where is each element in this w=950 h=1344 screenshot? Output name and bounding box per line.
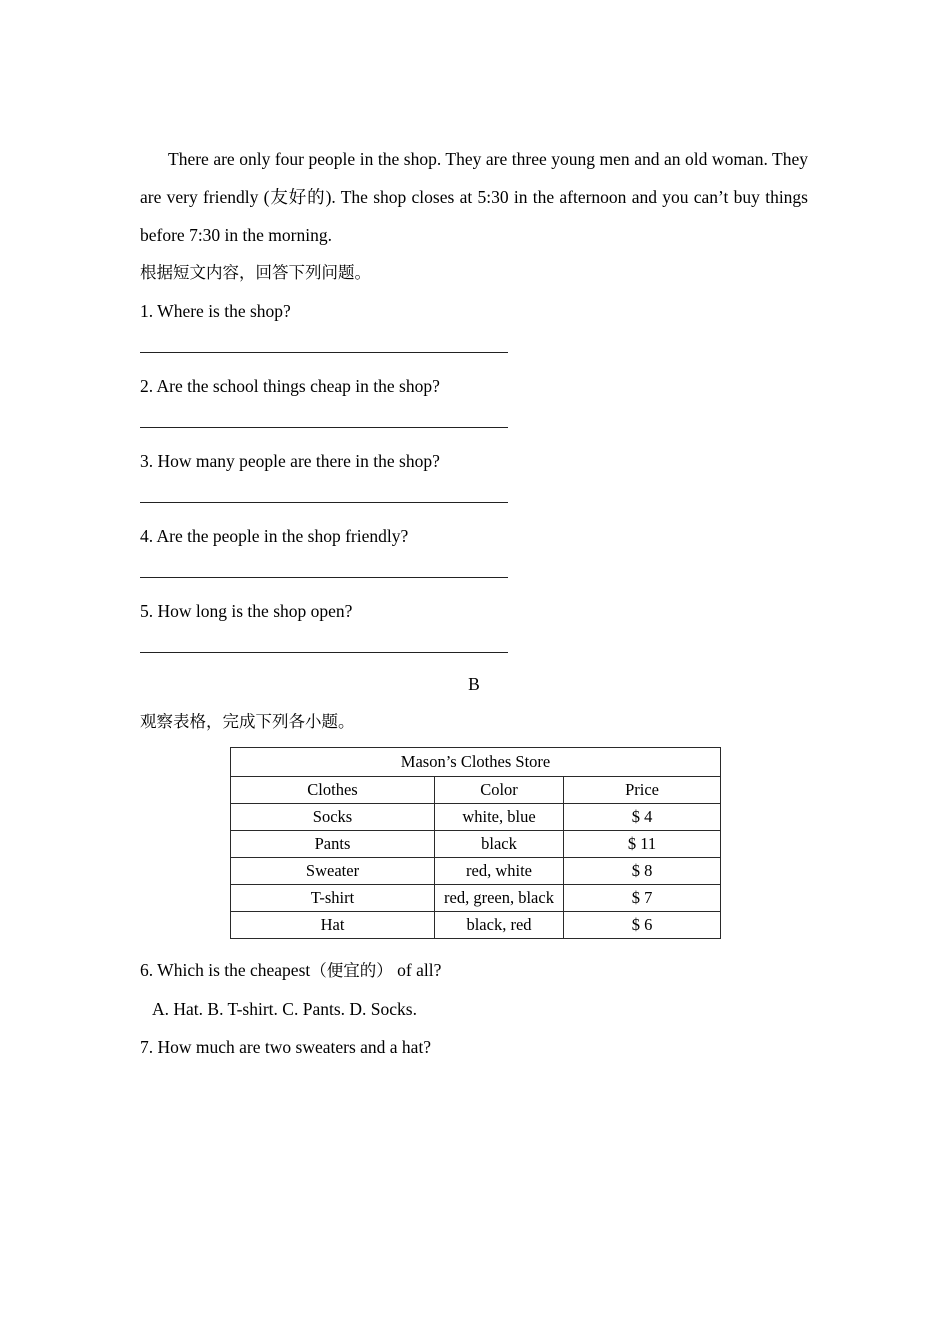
question-6-options: A. Hat. B. T-shirt. C. Pants. D. Socks. <box>152 999 417 1019</box>
cell-color: black <box>435 831 564 858</box>
question-6-text-tail: of all? <box>392 960 442 980</box>
cell-clothes: Sweater <box>231 858 435 885</box>
question-6-text: 6. Which is the cheapest <box>140 960 311 980</box>
question-4: 4. Are the people in the shop friendly? <box>140 526 409 546</box>
store-table-container <box>140 747 808 939</box>
answer-blank-1[interactable] <box>140 352 508 353</box>
question-7: 7. How much are two sweaters and a hat? <box>140 1037 432 1057</box>
instruction-section-b: 观察表格，完成下列各小题。 <box>140 712 355 731</box>
question-1: 1. Where is the shop? <box>140 301 291 321</box>
cell-clothes: Socks <box>231 804 435 831</box>
cell-color: red, green, black <box>435 885 564 912</box>
column-header-clothes: Clothes <box>231 777 435 804</box>
clothes-store-table <box>230 747 721 939</box>
instruction-section-a: 根据短文内容，回答下列问题。 <box>140 263 371 282</box>
cell-price: $ 4 <box>564 804 721 831</box>
answer-blank-3[interactable] <box>140 502 508 503</box>
cell-clothes: Hat <box>231 912 435 939</box>
cell-price: $ 7 <box>564 885 721 912</box>
question-2: 2. Are the school things cheap in the shop? <box>140 376 440 396</box>
cell-color: black, red <box>435 912 564 939</box>
column-header-price: Price <box>564 777 721 804</box>
cell-clothes: T-shirt <box>231 885 435 912</box>
cell-price: $ 6 <box>564 912 721 939</box>
table-header-row <box>231 777 721 804</box>
table-row <box>231 912 721 939</box>
column-header-color: Color <box>435 777 564 804</box>
question-6-gloss: （便宜的） <box>310 961 393 980</box>
reading-passage: There are only four people in the shop. They are three young men and an old woman. They are very friendly (友好的). The shop closes at 5:30 in the afternoon and you can’t buy things before 7:30 in the morning. <box>140 149 808 245</box>
table-row <box>231 831 721 858</box>
table-row <box>231 885 721 912</box>
question-5: 5. How long is the shop open? <box>140 601 353 621</box>
table-title-row <box>231 748 721 777</box>
answer-blank-2[interactable] <box>140 427 508 428</box>
page-content <box>140 140 808 1066</box>
cell-color: white, blue <box>435 804 564 831</box>
question-6 <box>140 951 808 990</box>
cell-color: red, white <box>435 858 564 885</box>
cell-price: $ 8 <box>564 858 721 885</box>
cell-price: $ 11 <box>564 831 721 858</box>
answer-blank-5[interactable] <box>140 652 508 653</box>
section-b-letter: B <box>468 674 480 694</box>
table-title: Mason’s Clothes Store <box>231 748 721 777</box>
table-row <box>231 804 721 831</box>
cell-clothes: Pants <box>231 831 435 858</box>
table-row <box>231 858 721 885</box>
answer-blank-4[interactable] <box>140 577 508 578</box>
question-3: 3. How many people are there in the shop? <box>140 451 440 471</box>
